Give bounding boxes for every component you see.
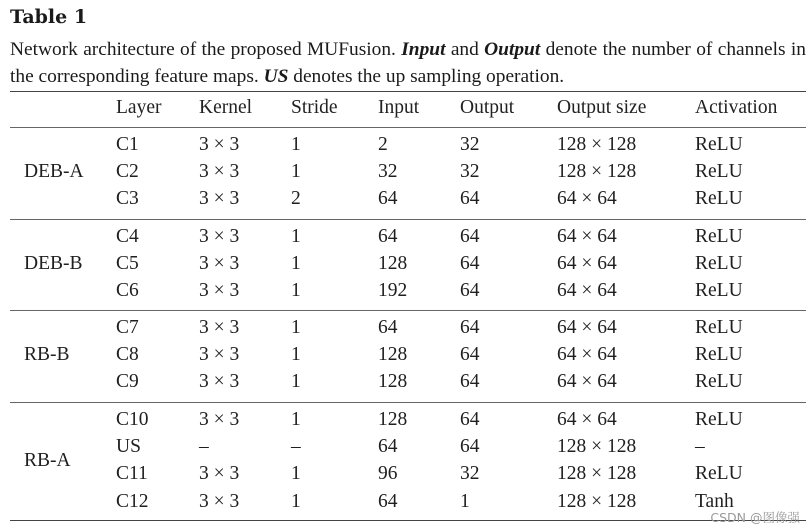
table-cell-output: 32 — [460, 134, 480, 155]
table-cell-kernel: 3 × 3 — [199, 409, 240, 430]
table-cell-kernel: 3 × 3 — [199, 253, 240, 275]
table-cell-input: 64 — [378, 436, 398, 458]
table-cell-kernel: 3 × 3 — [199, 317, 240, 338]
table-cell-activation: ReLU — [695, 188, 743, 210]
table-cell-layer: C2 — [116, 161, 139, 183]
table-caption — [10, 36, 806, 90]
table-cell-output-size: 64 × 64 — [557, 280, 617, 302]
table-cell-output: 64 — [460, 280, 480, 302]
table-cell-stride: 1 — [291, 280, 301, 302]
column-header-output-size: Output size — [557, 97, 647, 118]
table-cell-output: 64 — [460, 317, 480, 338]
table-cell-kernel: 3 × 3 — [199, 134, 240, 155]
table-cell-activation: ReLU — [695, 371, 743, 393]
table-cell-output: 32 — [460, 161, 480, 183]
table-cell-output: 1 — [460, 490, 470, 512]
table-cell-kernel: 3 × 3 — [199, 344, 240, 366]
column-header-activation: Activation — [695, 97, 778, 118]
table-top-rule — [10, 91, 806, 92]
table-cell-input: 128 — [378, 253, 408, 275]
table-cell-output-size: 64 × 64 — [557, 371, 617, 393]
table-cell-stride: 2 — [291, 188, 301, 210]
table-cell-output-size: 128 × 128 — [557, 436, 637, 458]
table-cell-output-size: 64 × 64 — [557, 226, 617, 247]
table-cell-activation: ReLU — [695, 161, 743, 183]
table-cell-stride: 1 — [291, 463, 301, 485]
table-cell-stride: 1 — [291, 409, 301, 430]
table-cell-layer: C5 — [116, 253, 139, 275]
watermark: CSDN @图像强 — [710, 510, 800, 525]
table-cell-output-size: 128 × 128 — [557, 463, 637, 485]
table-cell-kernel: 3 × 3 — [199, 371, 240, 393]
table-cell-input: 128 — [378, 371, 408, 393]
table-title: Table 1 — [10, 6, 88, 28]
table-cell-kernel: 3 × 3 — [199, 490, 240, 512]
table-cell-input: 96 — [378, 463, 398, 485]
table-cell-layer: C6 — [116, 280, 139, 302]
table-cell-layer: C4 — [116, 226, 139, 247]
table-cell-input: 64 — [378, 188, 398, 210]
table-cell-stride: 1 — [291, 344, 301, 366]
group-label: DEB-A — [24, 161, 84, 183]
table-cell-output-size: 64 × 64 — [557, 409, 617, 430]
table-cell-activation: ReLU — [695, 317, 743, 338]
group-separator-rule — [10, 219, 806, 220]
table-cell-stride: 1 — [291, 490, 301, 512]
table-cell-activation: Tanh — [695, 490, 734, 512]
table-header-rule — [10, 127, 806, 128]
table-cell-output: 64 — [460, 226, 480, 247]
table-cell-layer: C10 — [116, 409, 149, 430]
table-cell-stride: 1 — [291, 134, 301, 155]
group-label: DEB-B — [24, 253, 83, 275]
table-cell-activation: ReLU — [695, 463, 743, 485]
column-header-input: Input — [378, 97, 420, 118]
caption-text-1: Network architecture of the proposed MUFusion. — [10, 39, 402, 60]
table-cell-output-size: 128 × 128 — [557, 161, 637, 183]
table-cell-kernel: 3 × 3 — [199, 226, 240, 247]
group-separator-rule — [10, 310, 806, 311]
table-cell-input: 64 — [378, 490, 398, 512]
table-cell-input: 128 — [378, 409, 408, 430]
table-cell-input: 32 — [378, 161, 398, 183]
caption-text-2: and — [445, 39, 485, 60]
table-cell-input: 64 — [378, 226, 398, 247]
column-header-stride: Stride — [291, 97, 338, 118]
table-cell-kernel: 3 × 3 — [199, 161, 240, 183]
caption-us-term: US — [263, 66, 289, 87]
caption-input-term: Input — [401, 39, 446, 60]
table-cell-layer: C11 — [116, 463, 148, 485]
table-cell-output: 32 — [460, 463, 480, 485]
table-cell-kernel: 3 × 3 — [199, 463, 240, 485]
table-cell-output: 64 — [460, 436, 480, 458]
table-cell-layer: C7 — [116, 317, 139, 338]
column-header-output: Output — [460, 97, 515, 118]
table-cell-output: 64 — [460, 409, 480, 430]
table-cell-stride: 1 — [291, 253, 301, 275]
table-cell-layer: C3 — [116, 188, 139, 210]
table-cell-layer: US — [116, 436, 141, 458]
table-cell-input: 64 — [378, 317, 398, 338]
group-separator-rule — [10, 402, 806, 403]
table-cell-output: 64 — [460, 344, 480, 366]
column-header-kernel: Kernel — [199, 97, 253, 118]
table-cell-activation: – — [695, 436, 705, 458]
table-cell-layer: C1 — [116, 134, 139, 155]
table-cell-output-size: 64 × 64 — [557, 344, 617, 366]
table-cell-output-size: 128 × 128 — [557, 134, 637, 155]
table-cell-input: 2 — [378, 134, 388, 155]
group-label: RB-A — [24, 449, 71, 471]
table-cell-stride: 1 — [291, 371, 301, 393]
table-cell-activation: ReLU — [695, 280, 743, 302]
table-cell-activation: ReLU — [695, 253, 743, 275]
table-cell-stride: 1 — [291, 317, 301, 338]
table-cell-output: 64 — [460, 253, 480, 275]
table-cell-output: 64 — [460, 188, 480, 210]
caption-text-4: denotes the up sampling operation. — [288, 66, 565, 87]
table-cell-activation: ReLU — [695, 226, 743, 247]
table-cell-kernel: 3 × 3 — [199, 280, 240, 302]
caption-output-term: Output — [484, 39, 541, 60]
table-cell-input: 192 — [378, 280, 408, 302]
table-cell-activation: ReLU — [695, 409, 743, 430]
table-cell-activation: ReLU — [695, 134, 743, 155]
caption-text-3: denote the number of channels in the corresponding feature maps. — [10, 39, 806, 87]
table-cell-output-size: 64 × 64 — [557, 188, 617, 210]
table-cell-layer: C8 — [116, 344, 139, 366]
table-cell-output-size: 128 × 128 — [557, 490, 637, 512]
table-cell-stride: 1 — [291, 226, 301, 247]
table-cell-output-size: 64 × 64 — [557, 253, 617, 275]
group-label: RB-B — [24, 344, 70, 366]
table-bottom-rule — [10, 520, 806, 521]
table-cell-stride: 1 — [291, 161, 301, 183]
table-cell-layer: C9 — [116, 371, 139, 393]
table-cell-kernel: – — [199, 436, 209, 458]
column-header-layer: Layer — [116, 97, 162, 118]
table-cell-activation: ReLU — [695, 344, 743, 366]
table-cell-kernel: 3 × 3 — [199, 188, 240, 210]
table-cell-output-size: 64 × 64 — [557, 317, 617, 338]
table-cell-layer: C12 — [116, 490, 149, 512]
table-cell-stride: – — [291, 436, 301, 458]
table-cell-input: 128 — [378, 344, 408, 366]
table-cell-output: 64 — [460, 371, 480, 393]
